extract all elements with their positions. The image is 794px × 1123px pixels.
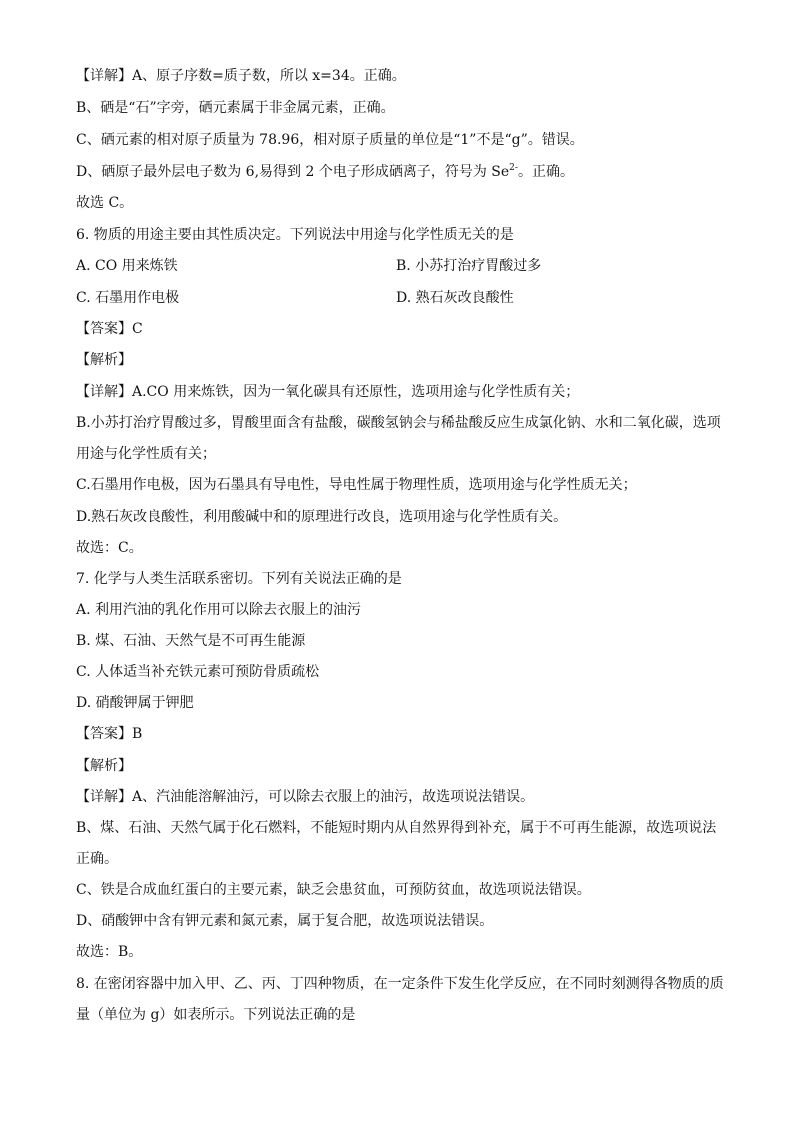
q5-detail-b: B、硒是“石”字旁，硒元素属于非金属元素，正确。	[76, 100, 395, 116]
ion-charge: 2-	[509, 163, 518, 173]
q6-choice: 故选：C。	[76, 540, 143, 556]
q7-detail-b-line1: B、煤、石油、天然气属于化石燃料，不能短时期内从自然界得到补充，属于不可再生能源，故选项说法	[76, 820, 717, 836]
q7-detail-d: D、硝酸钾中含有钾元素和氮元素，属于复合肥，故选项说法错误。	[76, 913, 494, 929]
q7-detail-b-line2: 正确。	[76, 851, 118, 867]
q7-option-d: D. 硝酸钾属于钾肥	[76, 695, 194, 711]
q8-stem-line2: 量（单位为 g）如表所示。下列说法正确的是	[76, 1007, 356, 1023]
q6-analysis-heading: 【解析】	[76, 352, 132, 368]
q7-option-b: B. 煤、石油、天然气是不可再生能源	[76, 633, 306, 649]
q5-detail-a: 【详解】A、原子序数=质子数，所以 x=34。正确。	[76, 68, 406, 84]
q6-answer: 【答案】C	[76, 321, 143, 337]
q7-detail-a: 【详解】A、汽油能溶解油污，可以除去衣服上的油污，故选项说法错误。	[76, 789, 535, 805]
q6-option-d: D. 熟石灰改良酸性	[396, 290, 514, 306]
q7-option-a: A. 利用汽油的乳化作用可以除去衣服上的油污	[76, 602, 362, 618]
q6-detail-d: D.熟石灰改良酸性，利用酸碱中和的原理进行改良，选项用途与化学性质有关。	[76, 509, 568, 525]
q6-option-b: B. 小苏打治疗胃酸过多	[396, 258, 542, 274]
q8-stem-line1: 8. 在密闭容器中加入甲、乙、丙、丁四种物质，在一定条件下发生化学反应，在不同时刻测得各物质的质	[76, 976, 724, 992]
q5-detail-d-text: D、硒原子最外层电子数为 6,易得到 2 个电子形成硒离子，符号为 Se	[76, 164, 510, 180]
q7-answer: 【答案】B	[76, 726, 143, 742]
q6-detail-b-line2: 用途与化学性质有关；	[76, 446, 216, 462]
q6-detail-b-line1: B.小苏打治疗胃酸过多，胃酸里面含有盐酸，碳酸氢钠会与稀盐酸反应生成氯化钠、水和二氧化碳，选项	[76, 415, 721, 431]
q6-option-c: C. 石墨用作电极	[76, 290, 180, 306]
q5-choice: 故选 C。	[76, 195, 134, 211]
q6-detail-c: C.石墨用作电极，因为石墨具有导电性，导电性属于物理性质，选项用途与化学性质无关；	[76, 477, 637, 493]
q5-detail-c: C、硒元素的相对原子质量为 78.96，相对原子质量的单位是“1”不是“g”。错误。	[76, 132, 584, 148]
q6-stem: 6. 物质的用途主要由其性质决定。下列说法中用途与化学性质无关的是	[76, 227, 514, 243]
q5-detail-d	[76, 163, 574, 181]
q7-choice: 故选：B。	[76, 944, 143, 960]
q5-detail-d-tail: 。正确。	[517, 164, 574, 180]
q7-detail-c: C、铁是合成血红蛋白的主要元素，缺乏会患贫血，可预防贫血，故选项说法错误。	[76, 882, 591, 898]
q6-detail-a: 【详解】A.CO 用来炼铁，因为一氧化碳具有还原性，选项用途与化学性质有关；	[76, 384, 580, 400]
q7-option-c: C. 人体适当补充铁元素可预防骨质疏松	[76, 664, 320, 680]
q7-stem: 7. 化学与人类生活联系密切。下列有关说法正确的是	[76, 571, 402, 587]
q6-option-a: A. CO 用来炼铁	[76, 258, 178, 274]
q7-analysis-heading: 【解析】	[76, 758, 132, 774]
